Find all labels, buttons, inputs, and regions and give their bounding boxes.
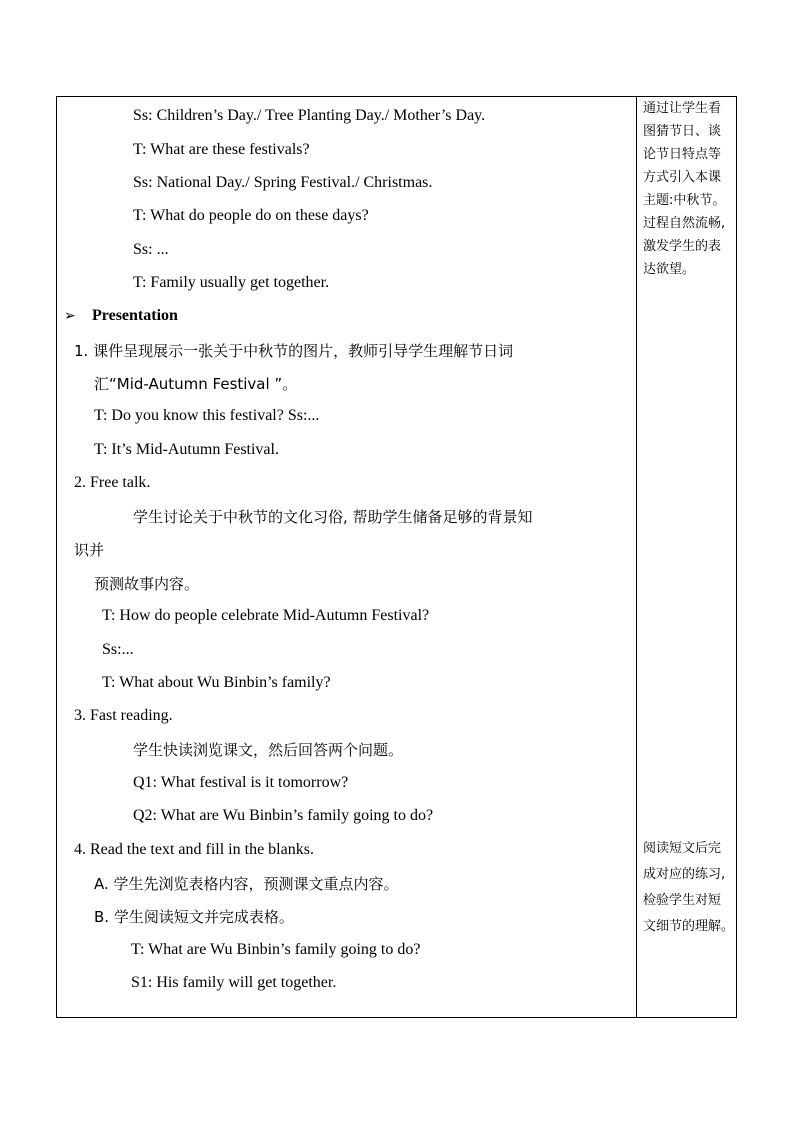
text-line: T: What do people do on these days? [133,207,369,224]
arrow-bullet-icon: ➢ [64,308,76,324]
step-heading: 3. Fast reading. [74,707,173,724]
note-line: 论节日特点等 [643,147,722,162]
text-line: T: What about Wu Binbin’s family? [102,674,331,691]
text-line: T: How do people celebrate Mid-Autumn Festival? [102,607,430,624]
text-line: T: Family usually get together. [133,274,330,291]
note-line: 方式引入本课 [643,170,722,185]
note-line: 过程自然流畅, [643,216,726,231]
note-line: 图猜节日、谈 [643,124,722,139]
text-line: Ss: ... [133,241,169,258]
note-line: 成对应的练习, [643,867,726,882]
text-line: B. 学生阅读短文并完成表格。 [94,908,294,926]
column-divider [636,96,637,1018]
note-line: 通过让学生看 [643,101,722,116]
note-line: 主题:中秋节。 [643,193,726,208]
text-line: Q2: What are Wu Binbin’s family going to do? [133,807,434,824]
note-line: 检验学生对短 [643,893,722,908]
text-line: 识并 [74,541,105,559]
text-line: T: It’s Mid-Autumn Festival. [94,441,279,458]
text-line: T: What are Wu Binbin’s family going to do? [131,941,421,958]
text-line: Ss: Children’s Day./ Tree Planting Day./ Mother’s Day. [133,107,486,124]
note-line: 阅读短文后完 [643,841,722,856]
note-line: 达欲望。 [643,262,696,277]
design-note-2 [643,836,735,940]
text-line: S1: His family will get together. [131,974,337,991]
text-line: 1. 课件呈现展示一张关于中秋节的图片，教师引导学生理解节日词 [74,342,514,360]
note-line: 文细节的理解。 [643,919,735,934]
text-line: Ss:... [102,641,134,658]
text-line: A. 学生先浏览表格内容，预测课文重点内容。 [94,875,399,893]
text-line: 汇“Mid-Autumn Festival ”。 [94,375,298,393]
text-line: 学生快读浏览课文，然后回答两个问题。 [133,741,404,759]
step-heading: 2. Free talk. [74,474,151,491]
text-line: 学生讨论关于中秋节的文化习俗, 帮助学生储备足够的背景知 [133,508,533,526]
note-line: 激发学生的表 [643,239,722,254]
section-heading-presentation: Presentation [92,307,178,324]
text-line: T: What are these festivals? [133,141,310,158]
text-line: Ss: National Day./ Spring Festival./ Christmas. [133,174,433,191]
text-line: 预测故事内容。 [94,575,200,593]
step-heading: 4. Read the text and fill in the blanks. [74,841,314,858]
design-note-1 [643,97,735,281]
text-line: T: Do you know this festival? Ss:... [94,407,320,424]
text-line: Q1: What festival is it tomorrow? [133,774,349,791]
